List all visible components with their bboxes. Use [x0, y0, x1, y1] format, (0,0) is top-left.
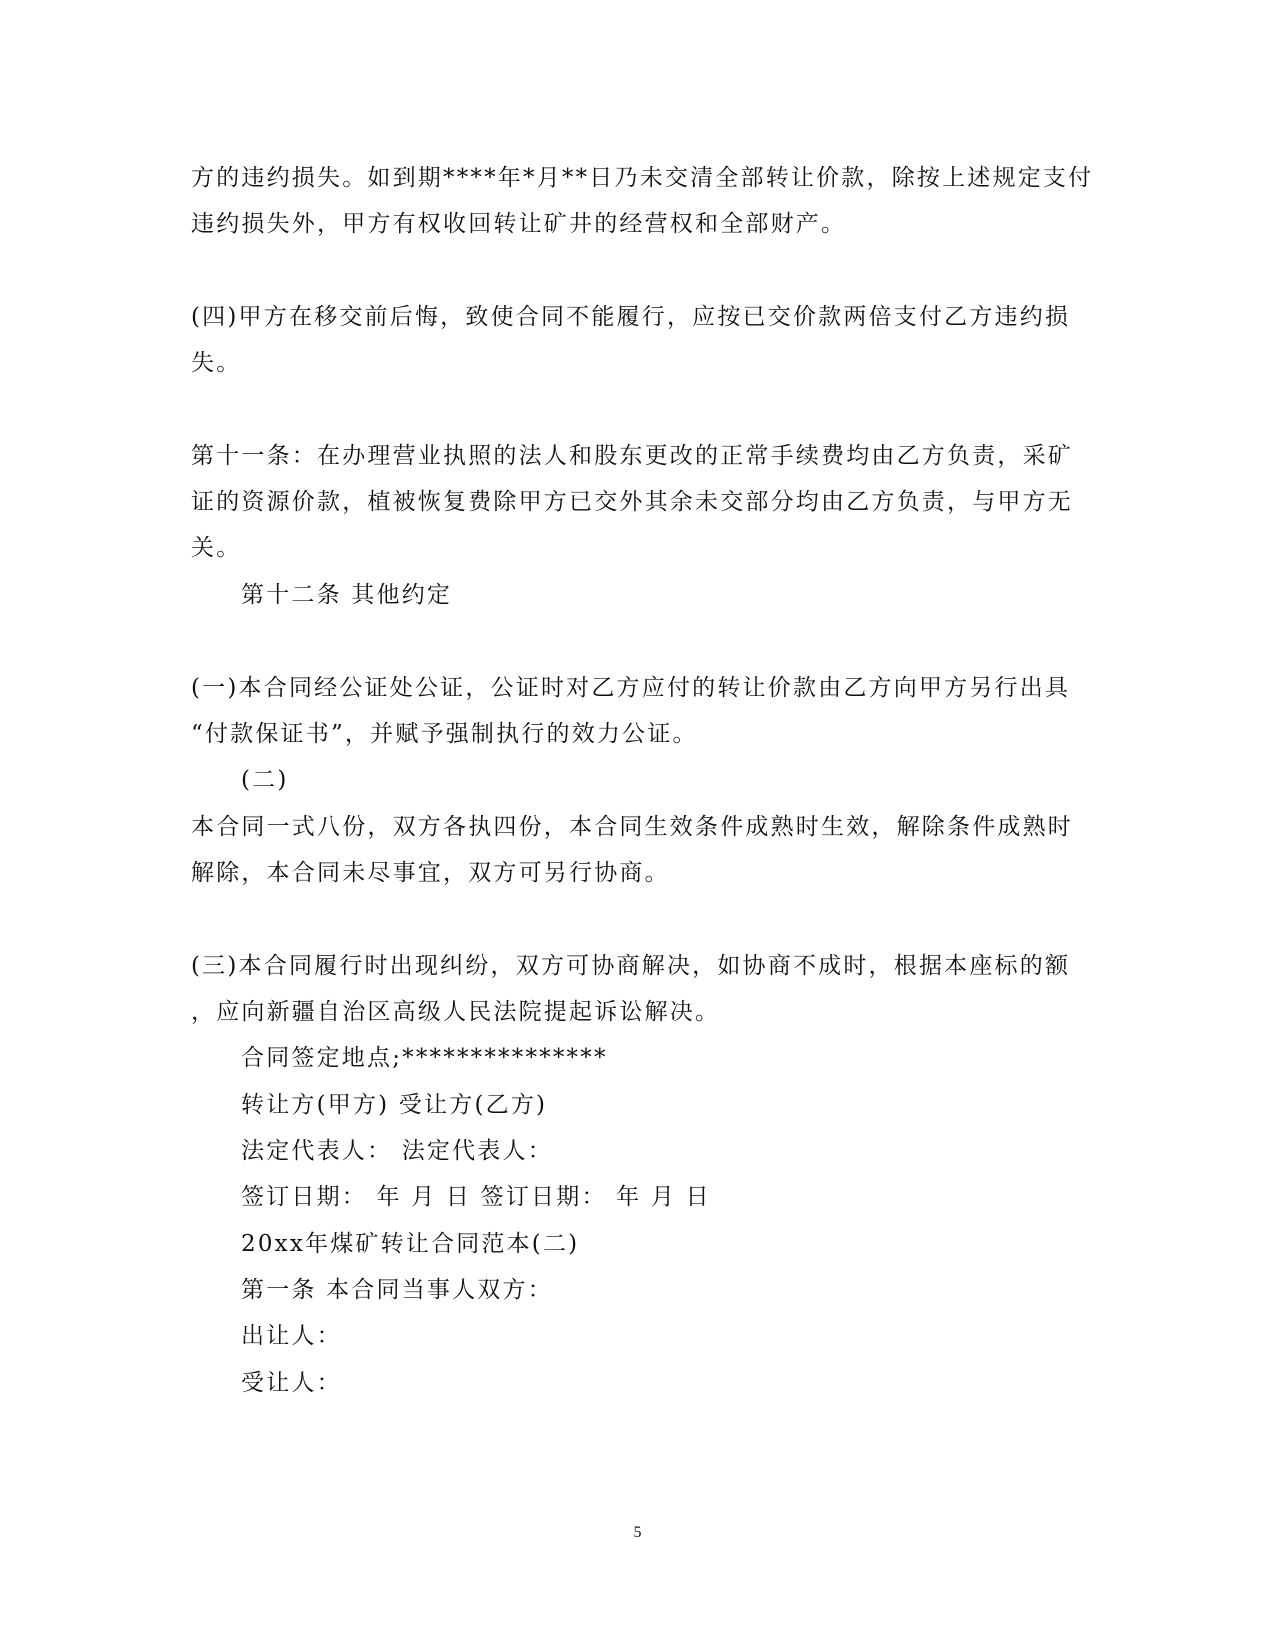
- paragraph-line: (四)甲方在移交前后悔，致使合同不能履行，应按已交价款两倍支付乙方违约损: [191, 304, 1071, 330]
- paragraph-line: 第十一条：在办理营业执照的法人和股东更改的正常手续费均由乙方负责，采矿: [191, 443, 1073, 469]
- paragraph-line: 解除，本合同未尽事宜，双方可另行协商。: [191, 860, 670, 886]
- section-heading: 第十二条 其他约定: [241, 582, 453, 608]
- paragraph-line: “付款保证书”，并赋予强制执行的效力公证。: [191, 721, 698, 747]
- paragraph-line: 本合同一式八份，双方各执四份，本合同生效条件成熟时生效，解除条件成熟时: [191, 814, 1073, 840]
- paragraph-line: 关。: [191, 535, 242, 561]
- paragraph-line: ，应向新疆自治区高级人民法院提起诉讼解决。: [191, 999, 721, 1025]
- signing-location: 合同签定地点;***************: [241, 1045, 608, 1071]
- legal-representative-line: 法定代表人： 法定代表人：: [241, 1138, 553, 1164]
- page-number: 5: [633, 1524, 642, 1541]
- paragraph-line: (一)本合同经公证处公证，公证时对乙方应付的转让价款由乙方向甲方另行出具: [191, 675, 1071, 701]
- paragraph-line: (二): [241, 767, 289, 793]
- parties-line: 转让方(甲方) 受让方(乙方): [241, 1092, 548, 1118]
- article-heading: 第一条 本合同当事人双方：: [241, 1277, 553, 1303]
- paragraph-line: 失。: [191, 350, 242, 376]
- contract-title: 20xx年煤矿转让合同范本(二): [241, 1231, 580, 1257]
- signing-date-line: 签订日期： 年 月 日 签订日期： 年 月 日: [241, 1184, 711, 1210]
- paragraph-line: 违约损失外，甲方有权收回转让矿井的经营权和全部财产。: [191, 211, 847, 237]
- paragraph-line: 方的违约损失。如到期****年*月**日乃未交清全部转让价款，除按上述规定支付: [191, 165, 1094, 191]
- paragraph-line: 证的资源价款，植被恢复费除甲方已交外其余未交部分均由乙方负责，与甲方无: [191, 489, 1073, 515]
- assignor-line: 出让人：: [241, 1323, 342, 1349]
- paragraph-line: (三)本合同履行时出现纠纷，双方可协商解决，如协商不成时，根据本座标的额: [191, 953, 1071, 979]
- assignee-line: 受让人：: [241, 1370, 342, 1396]
